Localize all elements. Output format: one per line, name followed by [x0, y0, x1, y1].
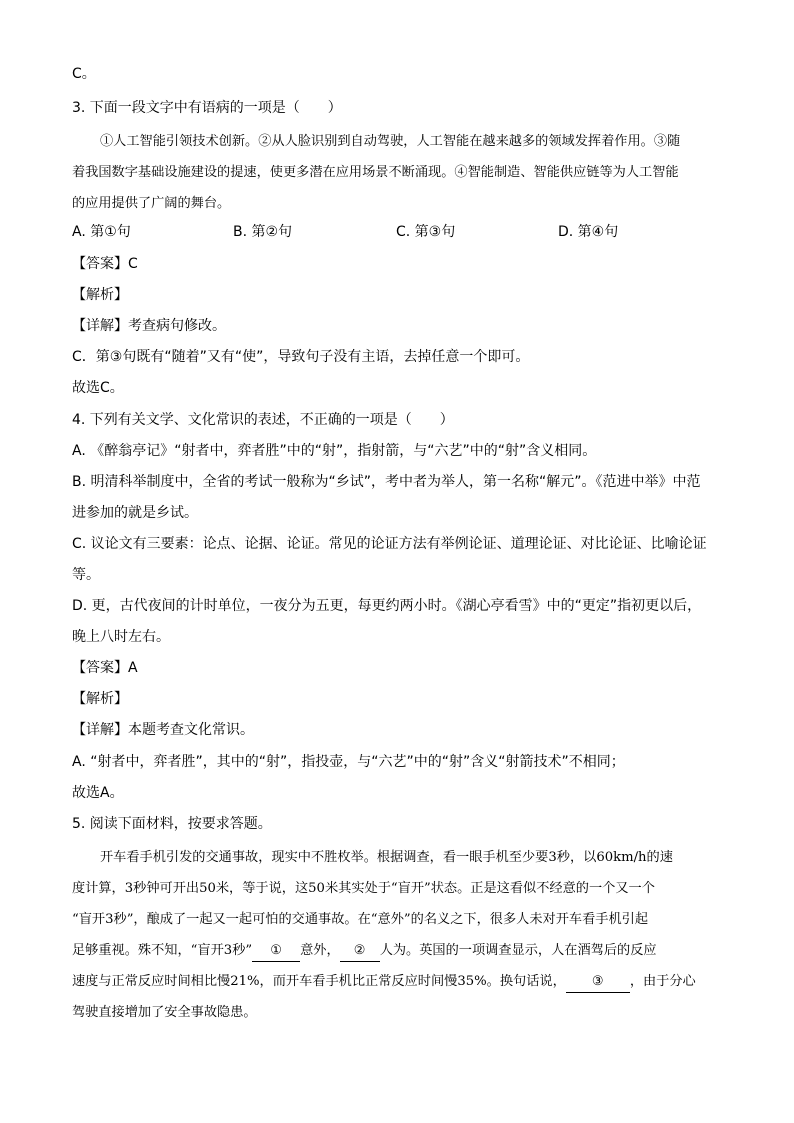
explanation-text: A. “射者中，弈者胜”，其中的“射”，指投壶，与“六艺”中的“射”含义“射箭技术”不相同；	[72, 754, 625, 770]
passage-text: 足够重视。殊不知，“盲开3秒”	[72, 943, 253, 958]
question-5-passage-line	[72, 972, 696, 993]
passage-text: 意外，	[300, 943, 340, 958]
question-5-passage-line: 驾驶直接增加了安全事故隐患。	[72, 1005, 257, 1020]
question-4-option-d: D. 更，古代夜间的计时单位，一夜分为五更，每更约两小时。《湖心亭看雪》中的“更定”指初更以后，	[72, 598, 702, 614]
detail-explanation: 【详解】考查病句修改。	[72, 318, 226, 334]
question-5-passage-line: 度计算，3秒钟可开出50米，等于说，这50米其实处于“盲开”状态。正是这看似不经意的一个又一个	[72, 881, 655, 896]
explanation-text: C．第③句既有“随着”又有“使”，导致句子没有主语，去掉任意一个即可。	[72, 349, 530, 365]
question-5-passage-line	[72, 941, 657, 962]
question-5-stem: 5. 阅读下面材料，按要求答题。	[72, 816, 272, 832]
question-4-option-b-cont: 进参加的就是乡试。	[72, 505, 198, 521]
passage-text: 速度与正常反应时间相比慢21%，而开车看手机比正常反应时间慢35%。换句话说，	[72, 974, 566, 989]
question-3-passage-line: ①人工智能引领技术创新。②从人脸识别到自动驾驶，人工智能在越来越多的领域发挥着作用。③随	[100, 134, 681, 149]
analysis-label: 【解析】	[72, 691, 128, 707]
passage-text: 人为。英国的一项调查显示，人在酒驾后的反应	[379, 943, 657, 958]
question-4-stem: 4. 下列有关文学、文化常识的表述，不正确的一项是（ ）	[72, 412, 454, 428]
question-5-passage-line: 开车看手机引发的交通事故，现实中不胜枚举。根据调查，看一眼手机至少要3秒，以60km/h的速	[100, 850, 673, 865]
question-3-option-d: D. 第④句	[558, 224, 619, 240]
question-3-stem: 3. 下面一段文字中有语病的一项是（ ）	[72, 100, 342, 116]
passage-text: ，由于分心	[629, 974, 696, 989]
question-3-passage-line: 着我国数字基础设施建设的提速，使更多潜在应用场景不断涌现。④智能制造、智能供应链等为人工智能	[72, 165, 679, 180]
analysis-label: 【解析】	[72, 287, 128, 303]
question-4-option-d-cont: 晚上八时左右。	[72, 629, 170, 645]
detail-explanation: 【详解】本题考查文化常识。	[72, 722, 254, 738]
question-5-passage-line: “盲开3秒”，酿成了一起又一起可怕的交通事故。在“意外”的名义之下，很多人未对开车看手机引起	[72, 912, 649, 927]
conclusion-text: 故选A。	[72, 785, 124, 801]
question-4-option-a: A. 《醉翁亭记》“射者中，弈者胜”中的“射”，指射箭，与“六艺”中的“射”含义相同。	[72, 443, 597, 459]
question-4-option-b: B. 明清科举制度中，全省的考试一般称为“乡试”，考中者为举人，第一名称“解元”。《范进中举》中范	[72, 474, 701, 490]
question-3-option-b: B. 第②句	[233, 224, 293, 240]
question-3-passage-line: 的应用提供了广阔的舞台。	[72, 196, 231, 211]
fill-blank-2: ②	[340, 941, 380, 962]
conclusion-text: 故选C。	[72, 380, 124, 396]
question-3-option-a: A. 第①句	[72, 224, 131, 240]
answer-label: 【答案】C	[72, 256, 138, 272]
question-4-option-c: C. 议论文有三要素：论点、论据、论证。常见的论证方法有举例论证、道理论证、对比论证、比喻论证	[72, 536, 707, 552]
question-4-option-c-cont: 等。	[72, 567, 100, 583]
prev-answer-tail: C。	[72, 66, 96, 82]
question-3-option-c: C. 第③句	[396, 224, 456, 240]
fill-blank-1: ①	[252, 941, 300, 962]
fill-blank-3: ③	[566, 972, 630, 993]
answer-label: 【答案】A	[72, 660, 138, 676]
